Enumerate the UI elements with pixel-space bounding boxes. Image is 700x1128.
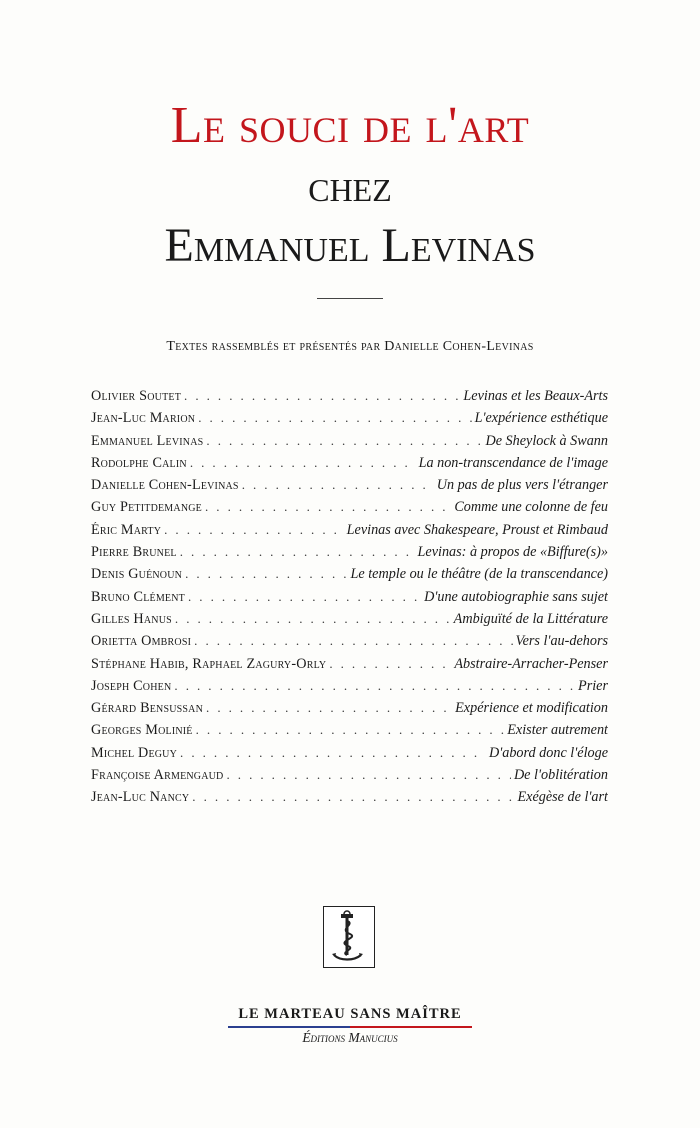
entry-leader-dots	[205, 499, 451, 515]
entry-title: L'expérience esthétique	[474, 410, 608, 427]
contents-entry	[91, 611, 608, 633]
entry-title: Abstraire-Arracher-Penser	[454, 655, 608, 672]
entry-leader-dots	[242, 477, 434, 493]
contents-entry	[91, 433, 608, 455]
entry-leader-dots	[188, 589, 421, 605]
entry-author: Pierre Brunel	[91, 544, 177, 561]
entry-author: Éric Marty	[91, 521, 162, 538]
title-line-1: Le souci de l'art	[170, 97, 530, 154]
entry-author: Gilles Hanus	[91, 610, 172, 627]
entry-author: Guy Petitdemange	[91, 499, 202, 516]
entry-title: Exégèse de l'art	[517, 789, 608, 806]
contents-entry	[91, 789, 608, 811]
entry-leader-dots	[206, 700, 452, 716]
entry-leader-dots	[184, 388, 460, 404]
entry-author: Orietta Ombrosi	[91, 633, 192, 650]
collection-name: LE MARTEAU SANS MAÎTRE	[238, 1006, 462, 1022]
contents-entry	[91, 633, 608, 655]
entry-leader-dots	[175, 611, 451, 627]
entry-leader-dots	[198, 410, 471, 426]
contents-entry	[91, 700, 608, 722]
publisher-emblem	[323, 906, 375, 968]
contents-entry	[91, 678, 608, 700]
entry-author: Rodolphe Calin	[91, 454, 187, 471]
contents-entry	[91, 388, 608, 410]
entry-leader-dots	[180, 544, 415, 560]
entry-title: Levinas avec Shakespeare, Proust et Rimbaud	[346, 521, 608, 538]
contents-entry	[91, 499, 608, 521]
collection-underline	[228, 1026, 472, 1028]
contents-entry	[91, 522, 608, 544]
entry-title: Un pas de plus vers l'étranger	[436, 477, 608, 494]
entry-title: D'une autobiographie sans sujet	[424, 588, 608, 605]
entry-author: Michel Deguy	[91, 744, 178, 761]
entry-author: Emmanuel Levinas	[91, 432, 204, 449]
contents-list	[91, 388, 608, 812]
entry-author: Jean-Luc Nancy	[91, 789, 190, 806]
entry-leader-dots	[180, 745, 486, 761]
contents-entry	[91, 767, 608, 789]
entry-author: Jean-Luc Marion	[91, 410, 196, 427]
entry-title: D'abord donc l'éloge	[488, 744, 608, 761]
contents-entry	[91, 477, 608, 499]
contents-entry	[91, 656, 608, 678]
entry-leader-dots	[164, 522, 344, 538]
title-block	[0, 98, 700, 274]
entry-author: Denis Guénoun	[91, 566, 183, 583]
entry-leader-dots	[174, 678, 575, 694]
entry-author: Joseph Cohen	[91, 677, 172, 694]
entry-leader-dots	[226, 767, 510, 783]
contents-entry	[91, 589, 608, 611]
hammer-serpent-icon	[326, 909, 371, 964]
entry-author: Bruno Clément	[91, 588, 185, 605]
entry-title: Expérience et modification	[455, 700, 608, 717]
entry-title: Levinas et les Beaux-Arts	[463, 388, 608, 404]
title-line-2: chez	[308, 160, 392, 211]
entry-author: Danielle Cohen-Levinas	[91, 477, 239, 494]
entry-title: De Sheylock à Swann	[485, 432, 608, 449]
contents-entry	[91, 544, 608, 566]
entry-title: De l'oblitération	[513, 767, 608, 784]
imprint-name: Éditions Manucius	[302, 1030, 398, 1045]
entry-title: Le temple ou le théâtre (de la transcendance)	[350, 566, 608, 583]
entry-leader-dots	[194, 633, 512, 649]
editors-line: Textes rassemblés et présentés par Danielle Cohen-Levinas	[166, 339, 534, 354]
contents-entry	[91, 722, 608, 744]
entry-leader-dots	[190, 455, 416, 471]
contents-entry	[91, 566, 608, 588]
title-divider	[317, 298, 383, 299]
entry-leader-dots	[329, 656, 451, 672]
entry-leader-dots	[192, 789, 514, 805]
entry-leader-dots	[196, 722, 505, 738]
entry-author: Stéphane Habib, Raphael Zagury-Orly	[91, 655, 327, 672]
entry-author: Gérard Bensussan	[91, 700, 204, 717]
entry-title: Levinas: à propos de «Biffure(s)»	[417, 544, 608, 561]
entry-author: Georges Molinié	[91, 722, 193, 739]
contents-entry	[91, 455, 608, 477]
title-line-3: Emmanuel Levinas	[164, 219, 536, 272]
entry-title: Comme une colonne de feu	[454, 499, 608, 516]
entry-title: Ambiguïté de la Littérature	[453, 610, 608, 627]
entry-title: Vers l'au-dehors	[515, 633, 608, 650]
entry-author: Olivier Soutet	[91, 388, 182, 404]
contents-entry	[91, 745, 608, 767]
entry-leader-dots	[206, 433, 482, 449]
entry-title: La non-transcendance de l'image	[418, 454, 608, 471]
entry-title: Prier	[578, 677, 608, 694]
entry-author: Françoise Armengaud	[91, 767, 224, 784]
entry-title: Exister autrement	[507, 722, 608, 739]
entry-leader-dots	[185, 566, 347, 582]
contents-entry	[91, 410, 608, 432]
